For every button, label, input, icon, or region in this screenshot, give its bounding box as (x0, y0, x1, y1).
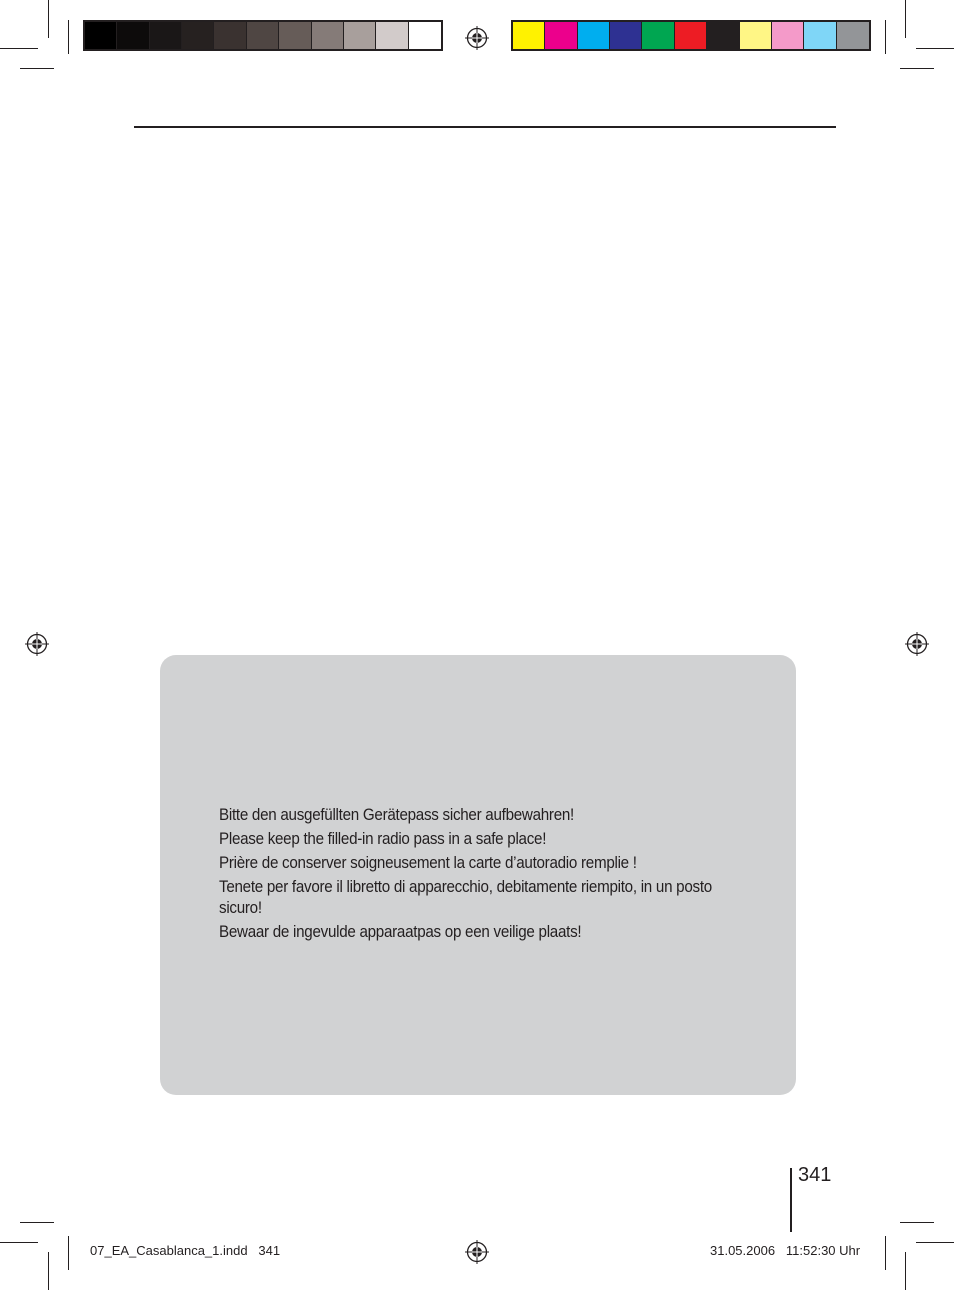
registration-mark-icon (905, 632, 929, 656)
crop-mark (916, 1242, 954, 1243)
registration-mark-icon (465, 1240, 489, 1264)
color-swatch (740, 22, 772, 49)
page-number: 341 (798, 1164, 832, 1186)
crop-mark (48, 1252, 49, 1290)
color-swatch (707, 22, 739, 49)
crop-mark (0, 48, 38, 49)
color-swatch (837, 22, 869, 49)
color-swatch (182, 22, 214, 49)
notice-panel (160, 655, 796, 1095)
crop-mark (68, 20, 69, 54)
crop-mark (0, 1242, 38, 1243)
color-swatch (642, 22, 674, 49)
header-rule (134, 126, 836, 128)
notice-line-it: Tenete per favore il libretto di apparecchio, debitamente riempito, in un posto sicuro! (219, 878, 712, 917)
notice-line-nl: Bewaar de ingevulde apparaatpas op een veilige plaats! (219, 923, 582, 941)
color-swatch (545, 22, 577, 49)
crop-mark (68, 1236, 69, 1270)
color-swatch (117, 22, 149, 49)
crop-mark (900, 68, 934, 69)
process-color-bar (511, 20, 871, 51)
notice-line-fr: Prière de conserver soigneusement la carte d’autoradio remplie ! (219, 854, 637, 872)
registration-mark-icon (465, 26, 489, 50)
crop-mark (885, 20, 886, 54)
page-number-rule (790, 1168, 792, 1232)
crop-mark (885, 1236, 886, 1270)
crop-mark (48, 0, 49, 38)
registration-mark-icon (25, 632, 49, 656)
color-swatch (247, 22, 279, 49)
color-swatch (312, 22, 344, 49)
color-swatch (214, 22, 246, 49)
crop-mark (905, 0, 906, 38)
grayscale-color-bar (83, 20, 443, 51)
color-swatch (772, 22, 804, 49)
crop-mark (900, 1222, 934, 1223)
color-swatch (610, 22, 642, 49)
crop-mark (916, 48, 954, 49)
color-swatch (578, 22, 610, 49)
color-swatch (513, 22, 545, 49)
crop-mark (905, 1252, 906, 1290)
color-swatch (409, 22, 441, 49)
color-swatch (804, 22, 836, 49)
notice-list (219, 805, 739, 946)
slug-timestamp: 31.05.2006 11:52:30 Uhr (710, 1243, 861, 1258)
color-swatch (279, 22, 311, 49)
color-swatch (376, 22, 408, 49)
color-swatch (150, 22, 182, 49)
color-swatch (344, 22, 376, 49)
notice-line-en: Please keep the filled-in radio pass in a safe place! (219, 830, 547, 848)
slug-filename: 07_EA_Casablanca_1.indd 341 (90, 1243, 281, 1258)
crop-mark (20, 68, 54, 69)
crop-mark (20, 1222, 54, 1223)
color-swatch (85, 22, 117, 49)
color-swatch (675, 22, 707, 49)
notice-line-de: Bitte den ausgefüllten Gerätepass sicher aufbewahren! (219, 806, 574, 824)
